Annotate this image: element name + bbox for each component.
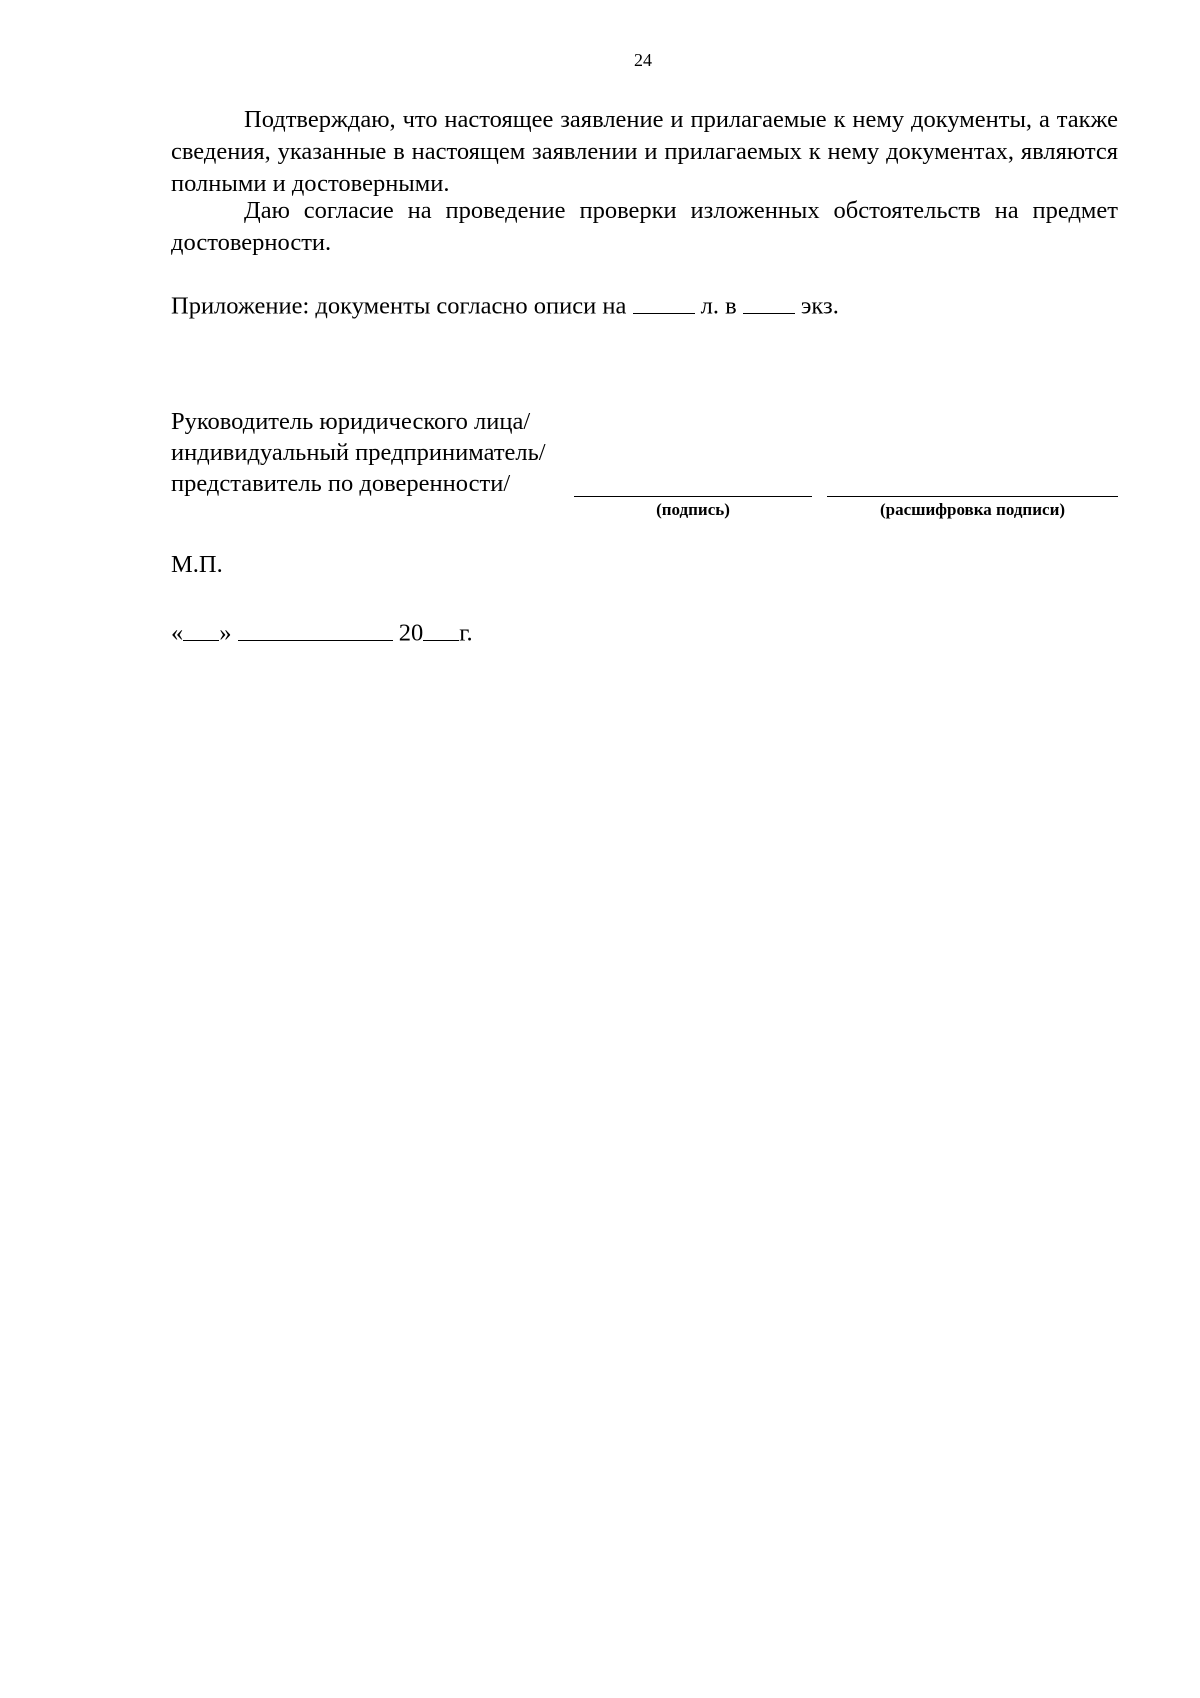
date-close-quote: » — [219, 619, 232, 647]
year-blank[interactable] — [423, 614, 459, 641]
consent-paragraph: Даю согласие на проведение проверки изложенных обстоятельств на предмет достоверности. — [171, 197, 1118, 256]
sheets-count-blank[interactable] — [633, 287, 695, 314]
signer-role-line: представитель по доверенности/ — [171, 470, 511, 497]
copies-unit: экз. — [800, 292, 839, 320]
signature-line[interactable] — [574, 496, 812, 497]
appendix-line — [171, 287, 1118, 323]
signer-role-line: индивидуальный предприниматель/ — [171, 439, 546, 466]
signature-decoding-line[interactable] — [827, 496, 1118, 497]
year-prefix: 20 — [398, 619, 424, 647]
copies-count-blank[interactable] — [743, 287, 795, 314]
day-blank[interactable] — [183, 614, 219, 641]
sheets-unit: л. в — [700, 292, 737, 320]
signature-decoding-caption: (расшифровка подписи) — [879, 500, 1066, 519]
seal-place-label: М.П. — [171, 551, 223, 578]
date-open-quote: « — [171, 619, 184, 647]
page-number: 24 — [634, 50, 652, 70]
signer-role-line: Руководитель юридического лица/ — [171, 408, 531, 435]
date-line — [171, 614, 473, 648]
year-suffix: г. — [459, 619, 473, 647]
confirmation-paragraph: Подтверждаю, что настоящее заявление и прилагаемые к нему документы, а также сведения, указанные в настоящем заявлении и прилагаемых к нему документах, являются полными и достоверными. — [171, 106, 1118, 197]
month-blank[interactable] — [238, 614, 393, 641]
appendix-prefix: Приложение: документы согласно описи на — [171, 292, 627, 320]
signer-role-block — [171, 406, 546, 499]
signature-caption: (подпись) — [656, 500, 730, 519]
